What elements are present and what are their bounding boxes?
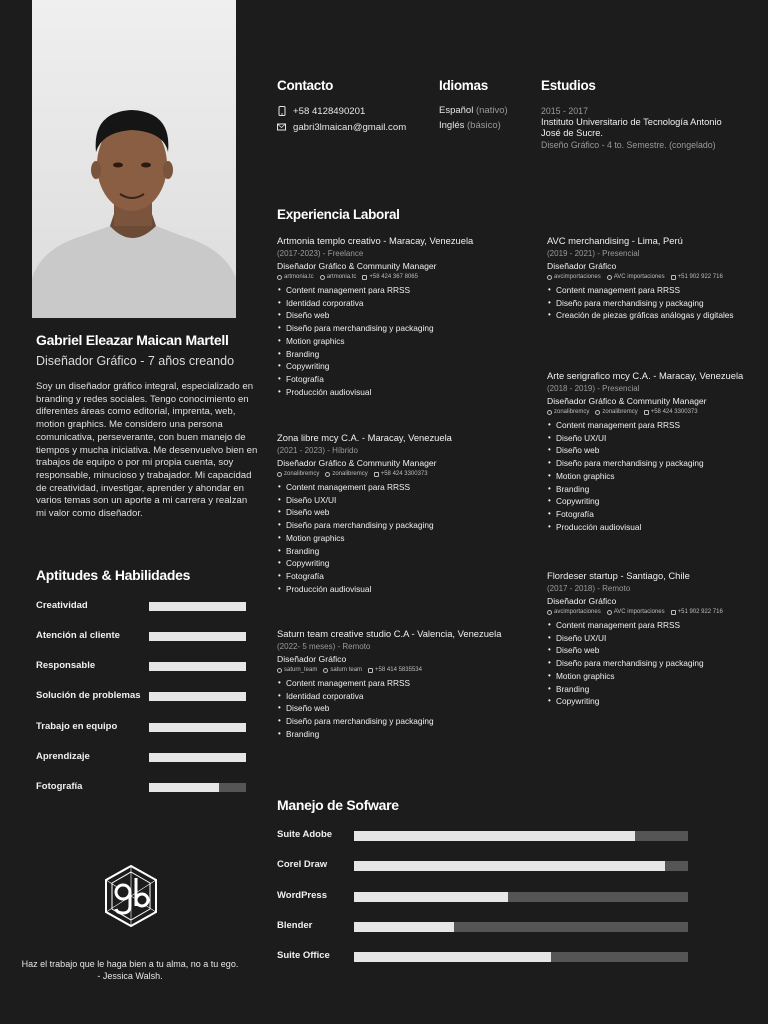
instagram-icon xyxy=(547,275,552,280)
job-task: • Content management para RRSS xyxy=(277,284,517,297)
skill-bar xyxy=(149,753,246,762)
instagram-handle xyxy=(547,274,601,280)
job-task: • Producción audiovisual xyxy=(277,386,517,399)
job-period: (2022- 5 meses) - Remoto xyxy=(277,642,371,651)
facebook-icon xyxy=(320,275,325,280)
facebook-handle xyxy=(325,471,367,477)
job-task: • Motion graphics xyxy=(277,335,517,348)
job-task: • Diseño para merchandising y packaging xyxy=(547,457,768,470)
job-task: • Fotografía xyxy=(277,373,517,386)
language-level: (nativo) xyxy=(475,105,508,116)
phone-text: +58 414 5835534 xyxy=(375,667,422,673)
job-task: • Diseño UX/UI xyxy=(547,432,768,445)
software-bar-fill xyxy=(354,831,635,841)
job-task: • Identidad corporativa xyxy=(277,690,517,703)
job-tasks xyxy=(277,481,517,595)
facebook-icon xyxy=(323,668,328,673)
facebook-text: zonalibremcy xyxy=(602,409,638,415)
contact-title: Contacto xyxy=(277,78,334,93)
language-item xyxy=(439,105,508,120)
job-task: • Diseño para merchandising y packaging xyxy=(277,715,517,728)
quote-text: Haz el trabajo que le haga bien a tu alma, no a tu ego. xyxy=(21,959,239,969)
job-task: • Fotografía xyxy=(277,570,517,583)
studies-detail: Diseño Gráfico - 4 to. Semestre. (congelado) xyxy=(541,140,716,150)
skill-bar xyxy=(149,662,246,671)
job-position: Diseñador Gráfico xyxy=(547,261,617,271)
job-position: Diseñador Gráfico & Community Manager xyxy=(277,261,437,271)
skill-row xyxy=(36,600,248,614)
job-social xyxy=(277,667,517,673)
instagram-text: saturn_team xyxy=(284,667,318,673)
phone-icon xyxy=(671,610,676,615)
skill-bar-fill xyxy=(149,662,246,671)
job-task: • Branding xyxy=(547,683,768,696)
job-title: AVC merchandising - Lima, Perú xyxy=(547,235,683,246)
profile-photo xyxy=(32,0,236,318)
experience-title: Experiencia Laboral xyxy=(277,207,400,222)
skill-label: Trabajo en equipo xyxy=(36,721,118,732)
job-title: Zona libre mcy C.A. - Maracay, Venezuela xyxy=(277,432,452,443)
job-task: • Motion graphics xyxy=(277,532,517,545)
job-title: Arte serigrafico mcy C.A. - Maracay, Venezuela xyxy=(547,370,744,381)
job-task: • Diseño para merchandising y packaging xyxy=(547,297,768,310)
job-task: • Diseño web xyxy=(277,506,517,519)
job-tasks xyxy=(547,284,768,322)
facebook-handle xyxy=(320,274,357,280)
job-task: • Branding xyxy=(547,483,768,496)
instagram-icon xyxy=(277,472,282,477)
facebook-handle xyxy=(607,609,665,615)
job-period: (2018 - 2019) - Presencial xyxy=(547,384,640,393)
facebook-icon xyxy=(595,410,600,415)
software-label: Suite Office xyxy=(277,950,330,961)
software-bar-fill xyxy=(354,922,454,932)
job-entry xyxy=(547,370,768,533)
job-period: (2017 - 2018) - Remoto xyxy=(547,584,631,593)
skill-bar xyxy=(149,723,246,732)
instagram-icon xyxy=(547,610,552,615)
job-task: • Producción audiovisual xyxy=(547,521,768,534)
job-task: • Motion graphics xyxy=(547,470,768,483)
skill-row xyxy=(36,660,248,674)
skills-title: Aptitudes & Habilidades xyxy=(36,567,191,583)
job-task: • Content management para RRSS xyxy=(547,284,768,297)
phone-text: +58 424 3300373 xyxy=(380,471,428,477)
software-bar xyxy=(354,952,688,962)
software-label: Corel Draw xyxy=(277,859,328,870)
facebook-text: AVC importaciones xyxy=(613,609,665,615)
instagram-handle xyxy=(277,471,319,477)
facebook-text: saturn team xyxy=(330,667,363,673)
job-task: • Identidad corporativa xyxy=(277,297,517,310)
software-label: WordPress xyxy=(277,890,327,901)
job-task: • Copywriting xyxy=(277,360,517,373)
facebook-handle xyxy=(607,274,665,280)
job-task: • Branding xyxy=(277,728,517,741)
skill-label: Solución de problemas xyxy=(36,690,141,701)
studies-block xyxy=(541,106,741,150)
software-bar xyxy=(354,831,688,841)
skill-label: Creatividad xyxy=(36,600,88,611)
phone-text: +58 424 3300373 xyxy=(650,409,698,415)
languages-title: Idiomas xyxy=(439,78,488,93)
job-task: • Fotografía xyxy=(547,508,768,521)
software-label: Blender xyxy=(277,920,313,931)
instagram-text: artmonia.tc xyxy=(284,274,314,280)
software-bar xyxy=(354,892,688,902)
skill-bar-fill xyxy=(149,602,246,611)
phone-handle xyxy=(644,409,698,415)
instagram-icon xyxy=(547,410,552,415)
job-task: • Diseño para merchandising y packaging xyxy=(277,322,517,335)
job-task: • Motion graphics xyxy=(547,670,768,683)
facebook-icon xyxy=(607,275,612,280)
job-task: • Content management para RRSS xyxy=(277,677,517,690)
job-task: • Producción audiovisual xyxy=(277,583,517,596)
skill-label: Responsable xyxy=(36,660,96,671)
job-task: • Copywriting xyxy=(547,695,768,708)
skill-row xyxy=(36,751,248,765)
instagram-handle xyxy=(277,667,317,673)
phone-icon xyxy=(671,275,676,280)
skill-bar xyxy=(149,632,246,641)
instagram-handle xyxy=(547,609,601,615)
instagram-icon xyxy=(277,275,282,280)
phone-handle xyxy=(671,609,723,615)
phone-handle xyxy=(362,274,418,280)
job-title: Flordeser startup - Santiago, Chile xyxy=(547,570,690,581)
mail-icon xyxy=(277,122,286,132)
skill-bar-fill xyxy=(149,632,246,641)
job-tasks xyxy=(547,619,768,708)
job-period: (2021 - 2023) - Híbrido xyxy=(277,446,358,455)
quote-author: - Jessica Walsh. xyxy=(97,971,163,981)
contact-block xyxy=(277,104,406,134)
job-entry xyxy=(547,570,768,708)
phone-handle xyxy=(374,471,428,477)
job-period: (2019 - 2021) - Presencial xyxy=(547,249,640,258)
skill-bar xyxy=(149,602,246,611)
job-task: • Copywriting xyxy=(547,495,768,508)
job-task: • Diseño UX/UI xyxy=(547,632,768,645)
job-position: Diseñador Gráfico & Community Manager xyxy=(547,396,707,406)
job-title: Saturn team creative studio C.A - Valencia, Venezuela xyxy=(277,628,502,639)
software-title: Manejo de Sofware xyxy=(277,797,399,813)
job-position: Diseñador Gráfico & Community Manager xyxy=(277,458,437,468)
facebook-handle xyxy=(595,409,637,415)
job-task: • Content management para RRSS xyxy=(547,619,768,632)
facebook-icon xyxy=(607,610,612,615)
job-task: • Creación de piezas gráficas análogas y digitales xyxy=(547,309,768,322)
skill-label: Aprendizaje xyxy=(36,751,90,762)
facebook-icon xyxy=(325,472,330,477)
language-item xyxy=(439,120,508,135)
job-task: • Copywriting xyxy=(277,557,517,570)
gb-logo xyxy=(103,864,159,928)
language-name: Inglés xyxy=(439,120,465,131)
skill-label: Atención al cliente xyxy=(36,630,120,641)
quote xyxy=(10,958,250,982)
studies-institution: Instituto Universitario de Tecnología Antonio José de Sucre. xyxy=(541,117,722,138)
phone-text: +58 424 367 8065 xyxy=(369,274,418,280)
job-task: • Content management para RRSS xyxy=(277,481,517,494)
job-social xyxy=(547,409,768,415)
job-position: Diseñador Gráfico xyxy=(547,596,617,606)
job-tasks xyxy=(547,419,768,533)
phone-text: +51 902 922 716 xyxy=(677,609,723,615)
phone-text: +58 4128490201 xyxy=(293,105,366,117)
job-entry xyxy=(547,235,768,322)
job-task: • Diseño para merchandising y packaging xyxy=(277,519,517,532)
instagram-handle xyxy=(547,409,589,415)
contact-phone xyxy=(277,104,406,118)
job-entry xyxy=(277,628,517,741)
job-task: • Branding xyxy=(277,545,517,558)
phone-handle xyxy=(368,667,422,673)
job-social xyxy=(547,609,768,615)
instagram-text: avcimportaciones xyxy=(554,609,601,615)
skill-bar-fill xyxy=(149,783,219,792)
phone-icon xyxy=(368,668,373,673)
facebook-text: AVC importaciones xyxy=(613,274,665,280)
facebook-text: zonalibremcy xyxy=(332,471,368,477)
job-period: (2017-2023) - Freelance xyxy=(277,249,364,258)
instagram-icon xyxy=(277,668,282,673)
facebook-handle xyxy=(323,667,362,673)
job-tasks xyxy=(277,677,517,741)
studies-period: 2015 - 2017 xyxy=(541,106,588,116)
phone-icon xyxy=(362,275,367,280)
skill-row xyxy=(36,630,248,644)
languages-list xyxy=(439,105,508,135)
software-label: Suite Adobe xyxy=(277,829,333,840)
phone-icon xyxy=(644,410,649,415)
phone-text: +51 902 922 716 xyxy=(677,274,723,280)
job-task: • Content management para RRSS xyxy=(547,419,768,432)
job-task: • Diseño web xyxy=(547,444,768,457)
person-portrait xyxy=(32,0,236,318)
instagram-handle xyxy=(277,274,314,280)
job-task: • Diseño web xyxy=(277,702,517,715)
skill-bar-fill xyxy=(149,723,246,732)
job-social xyxy=(277,471,517,477)
facebook-text: artmonia.tc xyxy=(326,274,357,280)
contact-email xyxy=(277,120,406,134)
software-bar-fill xyxy=(354,892,508,902)
software-bar xyxy=(354,861,688,871)
software-bar-fill xyxy=(354,861,665,871)
job-task: • Diseño web xyxy=(277,309,517,322)
skill-row xyxy=(36,781,248,795)
phone-icon xyxy=(277,106,286,116)
language-level: (básico) xyxy=(467,120,501,131)
profile-name: Gabriel Eleazar Maican Martell xyxy=(36,332,229,348)
job-position: Diseñador Gráfico xyxy=(277,654,347,664)
software-bar xyxy=(354,922,688,932)
software-bar-fill xyxy=(354,952,551,962)
job-social xyxy=(277,274,517,280)
skill-row xyxy=(36,721,248,735)
job-title: Artmonia templo creativo - Maracay, Venezuela xyxy=(277,235,474,246)
skill-bar xyxy=(149,692,246,701)
skill-bar xyxy=(149,783,246,792)
profile-role: Diseñador Gráfico - 7 años creando xyxy=(36,354,235,368)
job-social xyxy=(547,274,768,280)
email-text: gabri3lmaican@gmail.com xyxy=(293,121,407,133)
job-task: • Diseño UX/UI xyxy=(277,494,517,507)
job-entry xyxy=(277,432,517,595)
phone-icon xyxy=(374,472,379,477)
skill-label: Fotografía xyxy=(36,781,83,792)
instagram-text: avcimportaciones xyxy=(554,274,601,280)
job-tasks xyxy=(277,284,517,398)
instagram-text: zonalibremcy xyxy=(284,471,320,477)
profile-bio: Soy un diseñador gráfico integral, especializado en branding y redes sociales. Tengo conocimiento en diferentes áreas como editorial, imprenta, web, motion graphics. Me considero una persona comunicativa, perseverante, con buen manejo de tiempos y mucha iniciativa. Me desenvuelvo bien en trabajos de equipo o por mi propia cuenta, soy responsable, minucioso y trabajador. Mi capacidad de creatividad, investigar, aprender y ahondar en varios temas son un aporte a mi carrera y realzan mi valor como diseñador. xyxy=(36,381,258,520)
job-task: • Diseño para merchandising y packaging xyxy=(547,657,768,670)
language-name: Español xyxy=(439,105,474,116)
skill-bar-fill xyxy=(149,753,246,762)
job-entry xyxy=(277,235,517,398)
job-task: • Diseño web xyxy=(547,644,768,657)
skill-bar-fill xyxy=(149,692,246,701)
studies-title: Estudios xyxy=(541,78,596,93)
instagram-text: zonalibremcy xyxy=(554,409,590,415)
phone-handle xyxy=(671,274,723,280)
job-task: • Branding xyxy=(277,348,517,361)
skill-row xyxy=(36,690,248,704)
